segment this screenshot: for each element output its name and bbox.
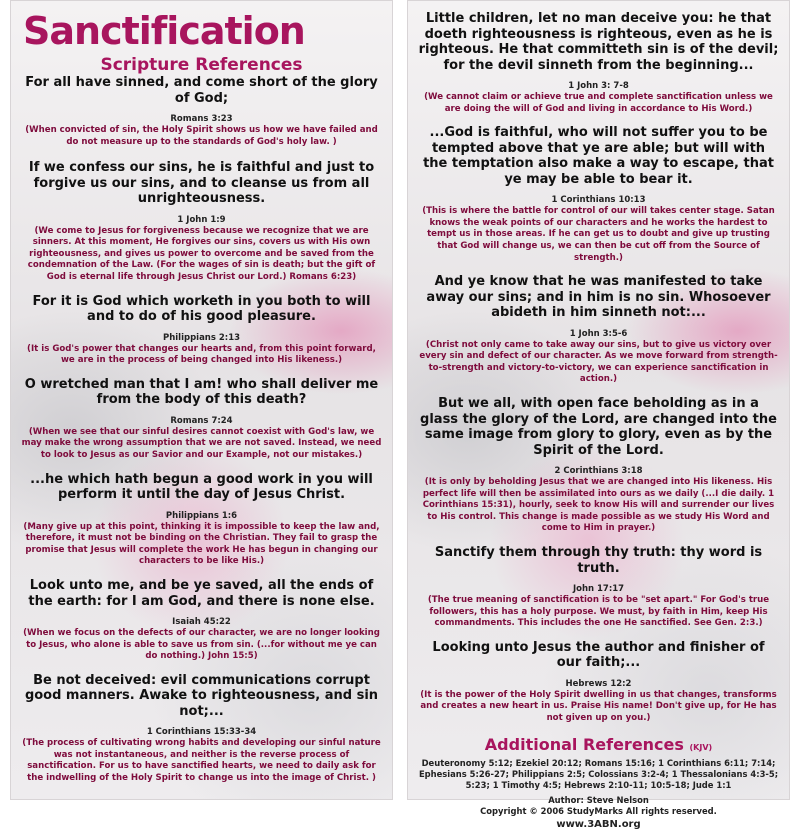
verse-block: [21, 160, 382, 283]
additional-references-list: Deuteronomy 5:12; Ezekiel 20:12; Romans 15:16; 1 Corinthians 6:11; 7:14; Ephesians 5:26-27; Philippians 2:5; Colossians 3:2-4; 1 Thessalonians 4:3-5; 5:23; 1 Timothy 4:5; Hebrews 2:10-11; 10:5-18; Jude 1:1: [418, 757, 779, 790]
verse-block: [418, 640, 779, 725]
verse-text: Look unto me, and be ye saved, all the ends of the earth: for I am God, and there is none else.: [28, 578, 375, 609]
verse-note: (Christ not only came to take away our sins, but to give us victory over every sin and defect of our character. As we move forward from strength-to-strength and victory-to-victory, we can experience sanctification in action.): [419, 339, 778, 385]
verse-reference: Romans 7:24: [170, 415, 233, 426]
verse-block: [21, 673, 382, 785]
verse-reference: Romans 3:23: [170, 114, 233, 124]
verse-note: (Many give up at this point, thinking it is impossible to keep the law and, therefore, it must not be binding on the Christian. They fail to grasp the promise that Jesus will complete the work He has begun in changing our characters to be like His.): [23, 521, 380, 567]
verse-reference: Hebrews 12:2: [565, 678, 632, 689]
bookmark-right: [407, 0, 790, 830]
verse-reference: 1 Corinthians 15:33-34: [146, 727, 257, 738]
verse-note: (The true meaning of sanctification is to be "set apart." For God's true followers, this has a holy purpose. We must, by faith in Him, keep His commandments. This includes the one He sanctified. See Gen. 2:3.): [427, 595, 770, 629]
verse-note: (When we see that our sinful desires cannot coexist with God's law, we may make the wrong assumption that we are not saved. Instead, we need to look to Jesus as our Savior and our Example, not our mistakes.): [21, 426, 382, 461]
verse-reference: Isaiah 45:22: [172, 617, 231, 627]
verse-note: (This is where the battle for control of our will takes center stage. Satan knows the weak points of our characters and he works the hardest to tempt us in those areas. If he can get us to doubt and give up trusting that God will change us, we can then be cut off from the Source of strength.): [422, 206, 775, 263]
verse-note: (We cannot claim or achieve true and complete sanctification unless we are doing the will of God and living in accordance to His Word.): [424, 92, 773, 114]
verse-text: For all have sinned, and come short of the glory of God;: [25, 75, 378, 106]
verse-text: ...God is faithful, who will not suffer you to be tempted above that ye are able; but will with the temptation also make a way to escape, that ye may be able to bear it.: [423, 125, 774, 187]
verse-reference: 1 John 3:5-6: [569, 328, 628, 339]
verse-text: But we all, with open face beholding as in a glass the glory of the Lord, are changed into the same image from glory to glory, even as by the Spirit of the Lord.: [420, 396, 777, 458]
footer: [418, 795, 779, 830]
verse-text: And ye know that he was manifested to take away our sins; and in him is no sin. Whosoever abideth in him sinneth not:...: [426, 274, 771, 321]
verse-note: (It is the power of the Holy Spirit dwelling in us that changes, transforms and creates a new heart in us. Praise His name! Don't give up, for He has not given up on you.): [420, 689, 777, 723]
verse-text: Sanctify them through thy truth: thy word is truth.: [434, 545, 763, 576]
verse-text: For it is God which worketh in you both to will and to do of his good pleasure.: [32, 293, 371, 325]
website-link[interactable]: www.3ABN.org: [556, 818, 641, 830]
verse-block: [418, 125, 779, 264]
verse-reference: John 17:17: [572, 584, 625, 594]
verse-text: Looking unto Jesus the author and finisher of our faith;...: [432, 639, 765, 671]
verse-block: [21, 294, 382, 367]
verse-block: [21, 472, 382, 568]
verse-note: (We come to Jesus for forgiveness because we recognize that we are sinners. At this moment, He forgives our sins, covers us with His own righteousness, and gives us power to overcome and be saved from the condemnation of the Law. (For the wages of sin is death; but the gift of God is eternal life through Jesus Christ our Lord.) Romans 6:23): [27, 225, 376, 283]
verse-block: [21, 377, 382, 462]
verse-text: ...he which hath begun a good work in you will perform it until the day of Jesus Christ.: [30, 471, 373, 503]
verse-note: (It is God's power that changes our hearts and, from this point forward, we are in the process of being changed into His likeness.): [27, 343, 376, 366]
verse-block: [418, 274, 779, 386]
additional-references-title: Additional References: [484, 734, 684, 754]
verse-reference: Philippians 2:13: [162, 332, 241, 343]
verse-reference: 1 John 1:9: [177, 214, 226, 225]
verse-reference: 1 John 3: 7-8: [568, 81, 629, 91]
verse-note: (When we focus on the defects of our character, we are no longer looking to Jesus, who alone is able to save us from sin. (...for without me ye can do nothing.) John 15:5): [23, 628, 380, 662]
verse-block: [21, 75, 382, 148]
verse-note: (It is only by beholding Jesus that we are changed into His likeness. His perfect life will then be assimilated into ours as we daily (...I die daily. 1 Corinthians 15:31), hourly, seek to know His will and surrender our lives to His control. This change is made possible as we study His Word and come to Him in prayer.): [422, 477, 775, 534]
verse-note: (When convicted of sin, the Holy Spirit shows us how we have failed and do not measure up to the standards of God's holy law. ): [25, 125, 378, 147]
verse-block: [418, 545, 779, 630]
additional-references-heading: [418, 735, 779, 758]
copyright-line: Copyright © 2006 StudyMarks All rights reserved.: [480, 805, 717, 816]
verse-reference: Philippians 1:6: [165, 510, 238, 521]
scripture-references-heading: Scripture References: [100, 55, 303, 75]
bookmark-left: [10, 0, 393, 800]
verse-text: Be not deceived: evil communications corrupt good manners. Awake to righteousness, and sin not;...: [24, 672, 379, 719]
verse-block: [418, 11, 779, 115]
page-title: Sanctification: [23, 9, 305, 53]
verse-reference: 1 Corinthians 10:13: [551, 195, 646, 206]
verse-note: (The process of cultivating wrong habits and developing our sinful nature was not instantaneous, and neither is the reverse process of sanctification. For us to have sanctified hearts, we need to daily ask for the indwelling of the Holy Spirit to change us into the image of Christ. ): [22, 738, 381, 784]
verse-block: [21, 578, 382, 663]
author-line: Author: Steve Nelson: [548, 794, 649, 805]
verse-text: O wretched man that I am! who shall deliver me from the body of this death?: [24, 376, 379, 408]
version-label: (KJV): [689, 742, 713, 752]
verse-reference: 2 Corinthians 3:18: [554, 466, 643, 477]
verse-block: [418, 396, 779, 535]
verse-text: If we confess our sins, he is faithful and just to forgive us our sins, and to cleanse us from all unrighteousness.: [28, 160, 375, 207]
verse-text: Little children, let no man deceive you: he that doeth righteousness is righteous, even as he is righteous. He that committeth sin is of the devil; for the devil sinneth from the beginning...: [418, 11, 779, 73]
